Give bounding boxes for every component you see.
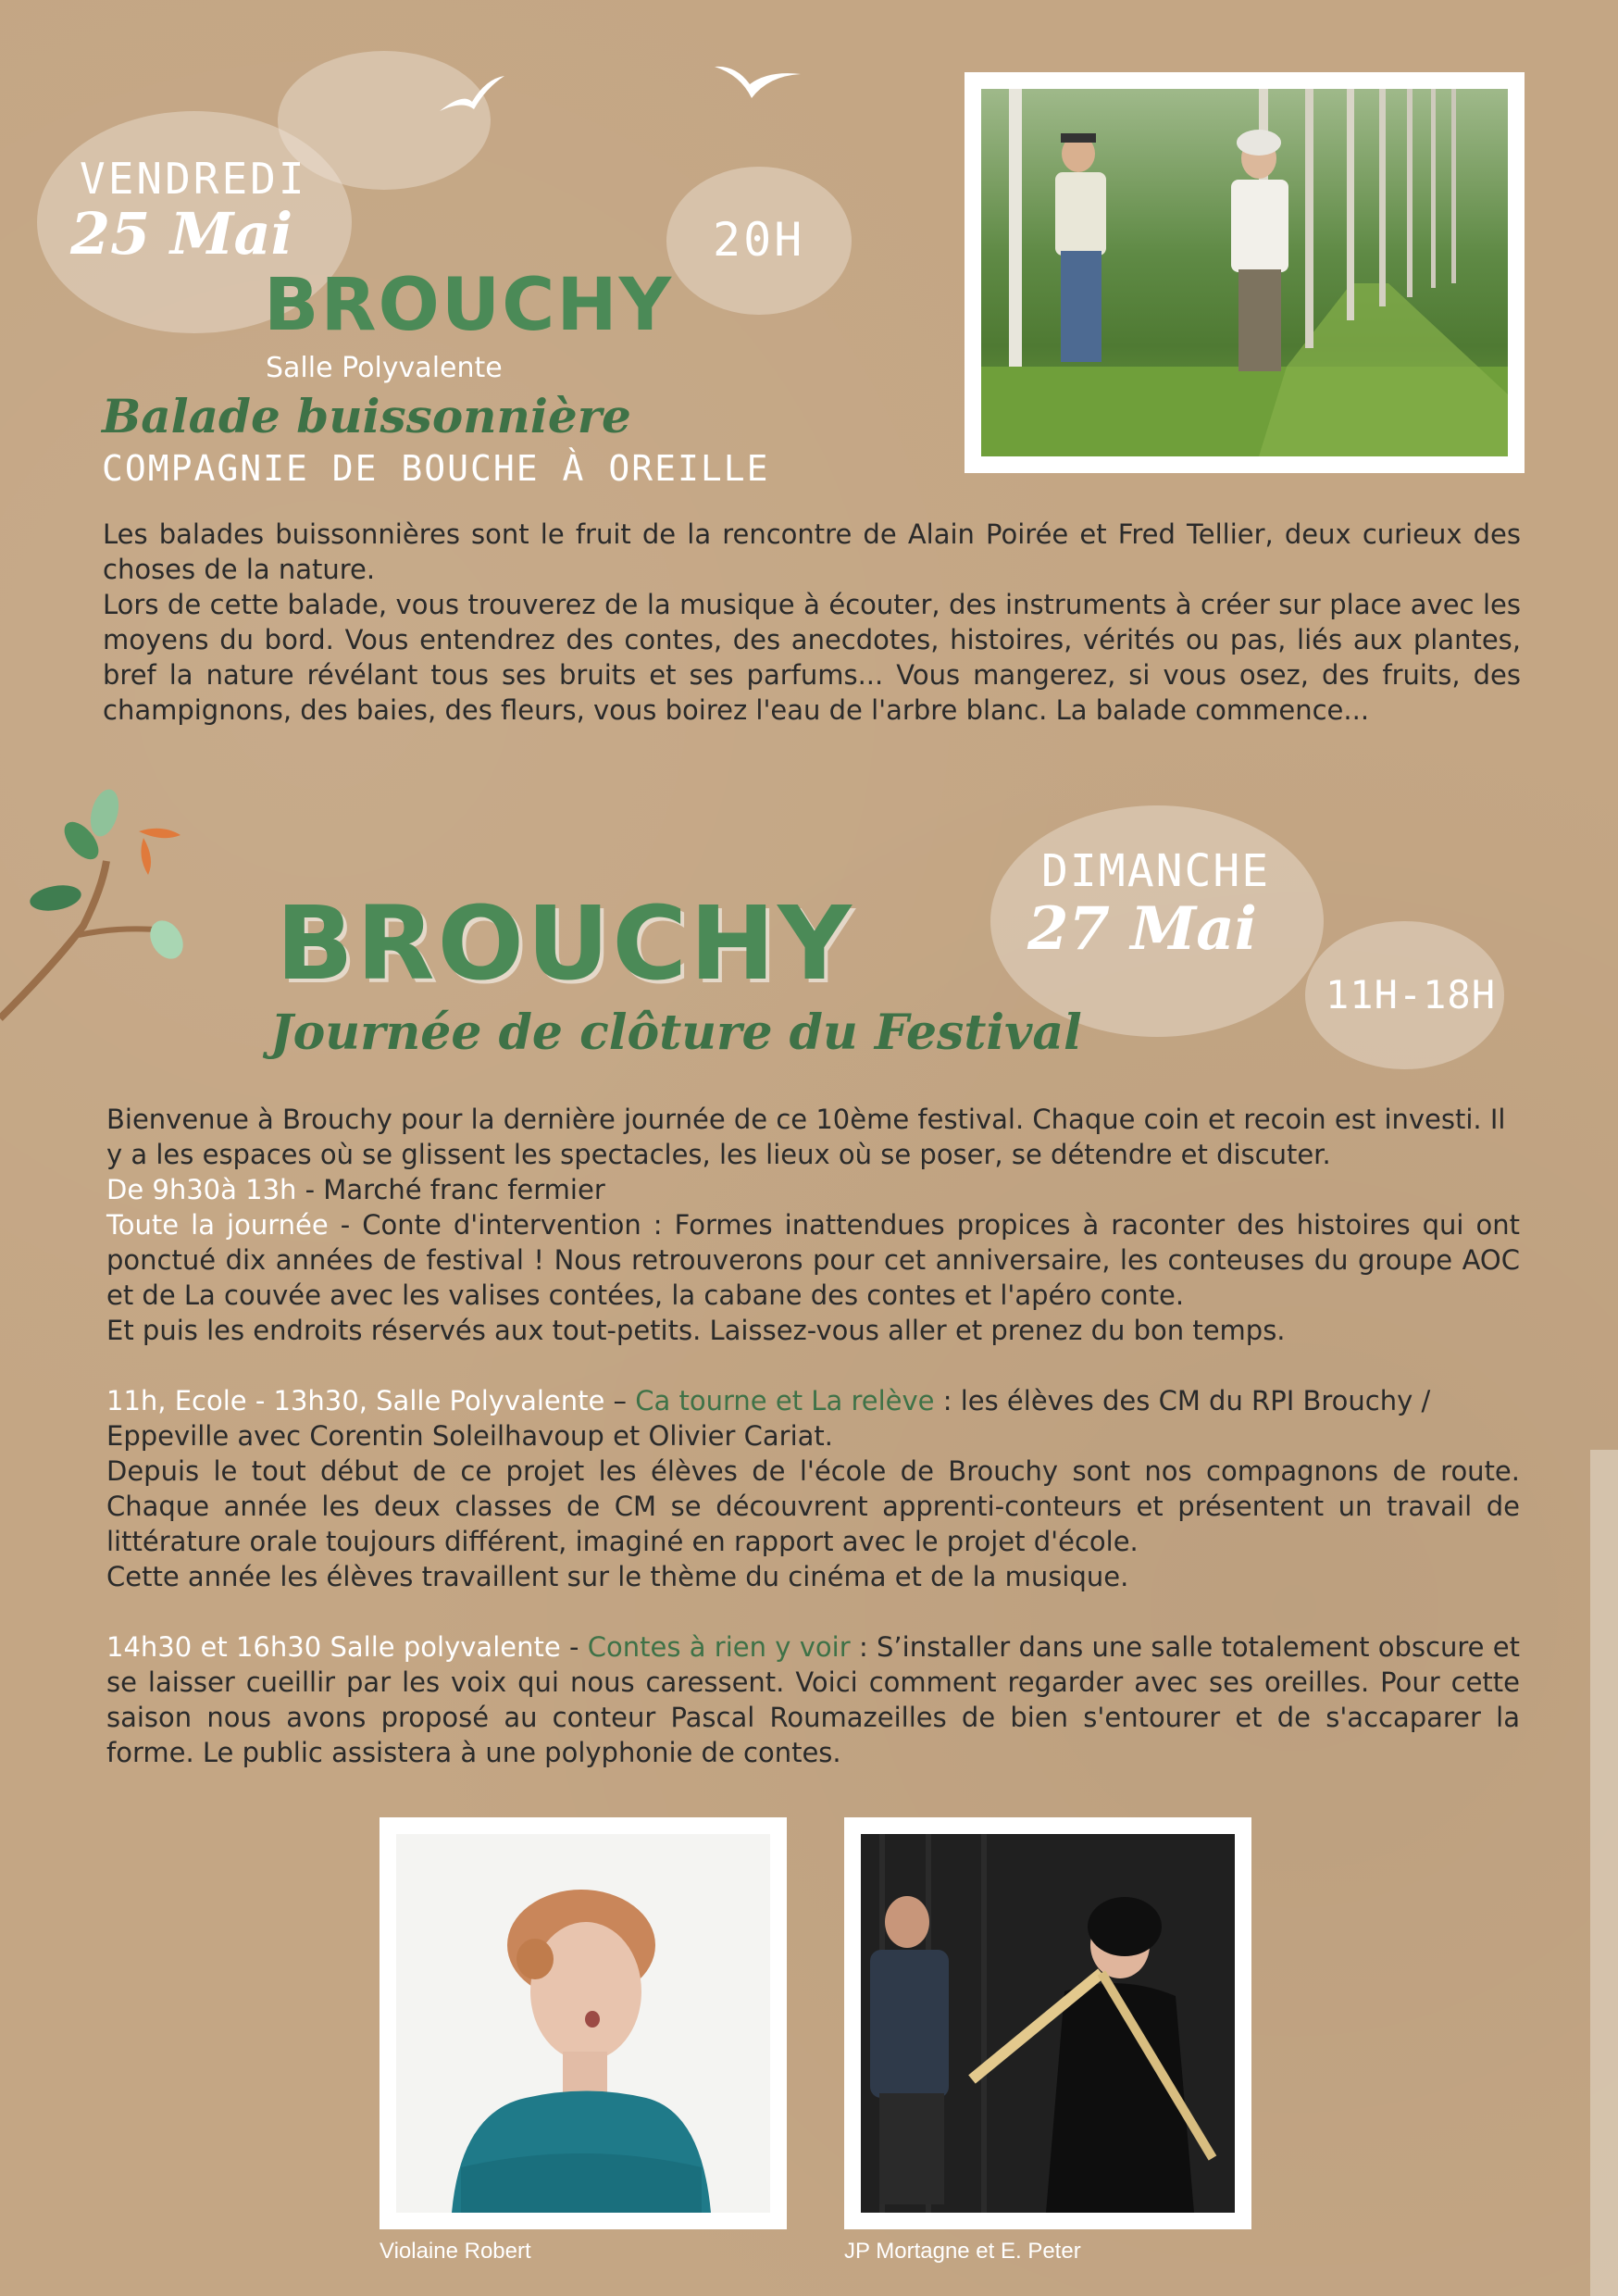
event1-company: COMPAGNIE DE BOUCHE À OREILLE [102, 448, 770, 489]
afternoon-dash: - [560, 1631, 588, 1663]
caption-photo1: Violaine Robert [380, 2239, 531, 2264]
page-edge [1590, 1450, 1618, 2296]
allday-text: - Conte d'intervention : Formes inattendues propices à raconter des histoires qui ont ponctué dix années de festival ! Nous retrouverons pour cet anniversaire, les conteuses du groupe AOC et de La couvée avec les valises contées, la cabane des contes et l'apéro conte. [106, 1209, 1520, 1311]
event2-school-3: Cette année les élèves travaillent sur le thème du cinéma et de la musique. [106, 1561, 1129, 1592]
afternoon-time: 14h30 et 16h30 Salle polyvalente [106, 1631, 561, 1663]
event1-day: VENDREDI [80, 154, 307, 204]
event1-time: 20H [713, 213, 805, 267]
event2-market [106, 1172, 1520, 1207]
stage-photo [861, 1834, 1235, 2213]
event2-day: DIMANCHE [1041, 845, 1271, 897]
event2-allday-2: Et puis les endroits réservés aux tout-petits. Laissez-vous aller et prenez du bon temps. [106, 1315, 1286, 1346]
event2-title: Journée de clôture du Festival [270, 1004, 1082, 1061]
event2-description [106, 1102, 1520, 1770]
cloud-1 [278, 51, 491, 190]
bird-icon [713, 61, 805, 107]
event1-venue: Salle Polyvalente [266, 352, 503, 384]
event2-afternoon [106, 1629, 1520, 1770]
event2-school [106, 1383, 1520, 1454]
event2-date: 27 Mai [1027, 894, 1257, 964]
school-text: : les élèves des CM du RPI Brouchy / Eppeville avec Corentin Soleilhavoup et Olivier Cariat. [106, 1385, 1431, 1452]
photo-balade [965, 72, 1525, 473]
event1-title: Balade buissonnière [102, 389, 631, 443]
afternoon-show: Contes à rien y voir [587, 1631, 851, 1663]
school-dash: – [604, 1385, 636, 1416]
school-show: Ca tourne et La relève [635, 1385, 935, 1416]
market-time: De 9h30à 13h [106, 1174, 297, 1205]
forest-photo [981, 89, 1508, 456]
event2-school-2: Depuis le tout début de ce projet les élèves de l'école de Brouchy sont nos compagnons de route. Chaque année les deux classes de CM se découvrent apprenti-conteurs et présentent un travail de littérature orale toujours différent, imaginé en rapport avec le projet d'école. [106, 1455, 1520, 1557]
event2-intro: Bienvenue à Brouchy pour la dernière journée de ce 10ème festival. Chaque coin et recoin est investi. Il y a les espaces où se glissent les spectacles, les lieux où se poser, se détendre et discuter. [106, 1104, 1506, 1170]
spacer [106, 1348, 1520, 1383]
photo-violaine [380, 1817, 787, 2229]
spacer [106, 1594, 1520, 1629]
market-text: - Marché franc fermier [296, 1174, 605, 1205]
event1-description [103, 517, 1521, 728]
portrait-photo [396, 1834, 770, 2213]
bird-icon [435, 74, 509, 120]
school-time: 11h, Ecole - 13h30, Salle Polyvalente [106, 1385, 605, 1416]
event2-time: 11H-18H [1326, 972, 1497, 1017]
event1-paragraph: Les balades buissonnières sont le fruit de la rencontre de Alain Poirée et Fred Tellier, deux curieux des choses de la nature. [103, 518, 1521, 585]
allday-time: Toute la journée [106, 1209, 329, 1241]
event2-place: BROUCHY [276, 884, 854, 1003]
event2-allday [106, 1207, 1520, 1313]
photo-mortagne-peter [844, 1817, 1251, 2229]
event1-place: BROUCHY [264, 264, 674, 347]
branch-icon [0, 787, 204, 1028]
afternoon-text: : S’installer dans une salle totalement obscure et se laisser cueillir par les voix qui nous caressent. Voici comment regarder avec ses oreilles. Pour cette saison nous avons proposé au conteur Pascal Roumazeilles de bien s'entourer et de s'accaparer la forme. Le public assistera à une polyphonie de contes. [106, 1631, 1521, 1768]
event1-paragraph: Lors de cette balade, vous trouverez de la musique à écouter, des instruments à créer sur place avec les moyens du bord. Vous entendrez des contes, des anecdotes, histoires, vérités ou pas, liés aux plantes, bref la nature révélant tous ses bruits et ses parfums... Vous mangerez, si vous osez, des fruits, des champignons, des baies, des fleurs, vous boirez l'eau de l'arbre blanc. La balade commence... [103, 589, 1521, 726]
event1-date: 25 Mai [70, 200, 293, 268]
caption-photo2: JP Mortagne et E. Peter [844, 2239, 1081, 2264]
